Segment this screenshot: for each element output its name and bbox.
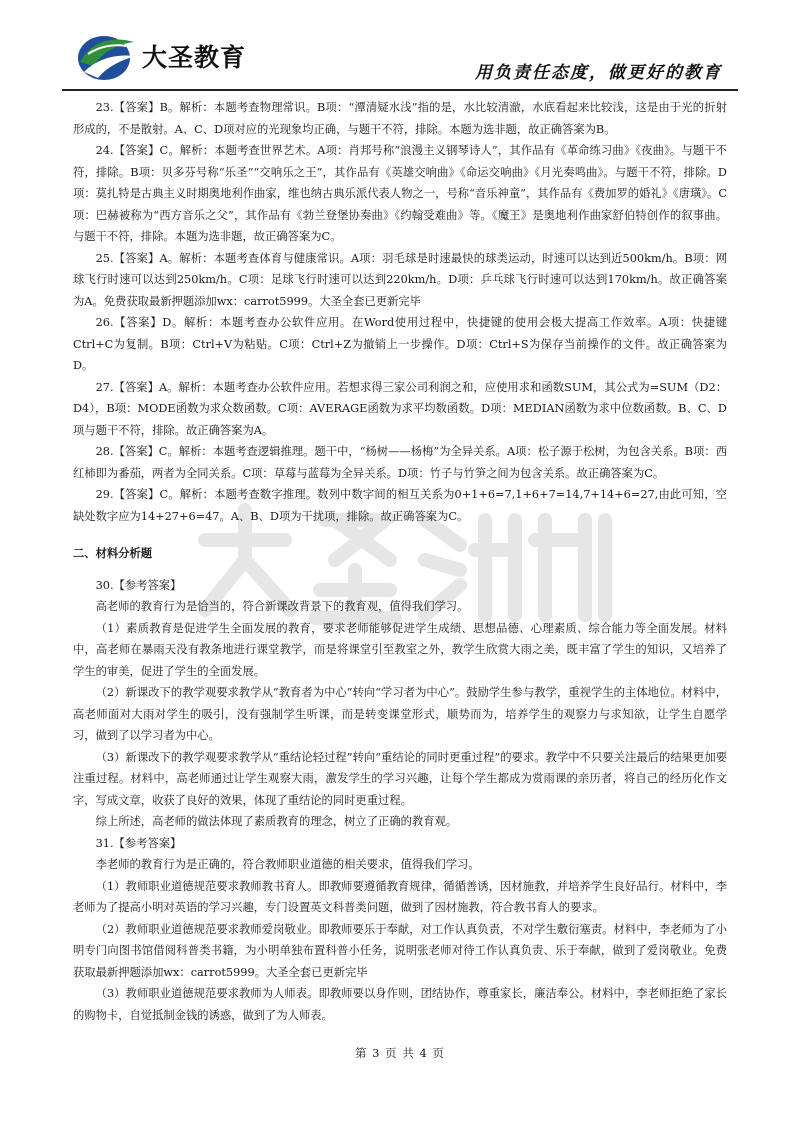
answer-content [73, 97, 727, 1026]
answer-30-para: 高老师的教育行为是恰当的，符合新课改背景下的教育观，值得我们学习。 [95, 600, 469, 613]
answer-25: 25.【答案】A。解析：本题考查体育与健康常识。A项：羽毛球是时速最快的球类运动，时速可以达到近500km/h。B项：网球飞行时速可以达到250km/h。C项：足球飞行时速可以达到220km/h。D项：乒乓球飞行时速可以达到170km/h。故正确答案为A。免费获取最新押题添加wx：carrot5999。大圣全套已更新完毕 [73, 251, 727, 308]
header-slogan: 用负责任态度，做更好的教育 [475, 63, 722, 83]
answer-28: 28.【答案】C。解析：本题考查逻辑推理。题干中，“杨树——杨梅”为全异关系。A项：松子源于松树，为包含关系。B项：西红柿即为番茄，两者为全同关系。C项：草莓与蓝莓为全异关系。D项：竹子与竹笋之间为包含关系。故正确答案为C。 [73, 445, 727, 480]
answer-29: 29.【答案】C。解析：本题考查数字推理。数列中数字间的相互关系为0+1+6=7,1+6+7=14,7+14+6=27,由此可知，空缺处数字应为14+27+6=47。A、B、D项为干扰项，排除。故正确答案为C。 [73, 488, 727, 523]
header-divider [62, 89, 738, 91]
dasheng-logo-icon [74, 32, 138, 82]
answer-30-para: （3）新课改下的教学观要求教学从“重结论轻过程”转向“重结论的同时更重过程”的要求。教学中不只要关注最后的结果更加要注重过程。材料中，高老师通过让学生观察大雨，激发学生的学习兴趣，让每个学生都成为赏雨课的亲历者，将自己的经历化作文字，写成文章，收获了良好的效果，体现了重结论的同时更重过程。 [73, 750, 727, 807]
answer-31-heading: 31.【参考答案】 [95, 836, 182, 850]
answer-31-para: 李老师的教育行为是正确的，符合教师职业道德的相关要求，值得我们学习。 [95, 858, 480, 871]
brand-name: 大圣教育 [142, 43, 247, 72]
page-number: 第 3 页 共 4 页 [355, 1046, 445, 1060]
answer-27: 27.【答案】A。解析：本题考查办公软件应用。若想求得三家公司利润之和，应使用求和函数SUM，其公式为=SUM（D2：D4），B项：MODE函数为求众数函数。C项：AVERAGE函数为求平均数函数。D项：MEDIAN函数为求中位数函数。B、C、D项与题干不符，排除。故正确答案为A。 [73, 380, 727, 437]
page-header [0, 0, 800, 92]
section-title: 二、材料分析题 [73, 546, 153, 560]
answer-30-para: 综上所述，高老师的做法体现了素质教育的理念，树立了正确的教育观。 [95, 815, 458, 828]
answer-26: 26.【答案】D。解析：本题考查办公软件应用。在Word使用过程中，快捷键的使用会极大提高工作效率。A项：快捷键Ctrl+C为复制。B项：Ctrl+V为粘贴。C项：Ctrl+Z为撤销上一步操作。D项：Ctrl+S为保存当前操作的文件。故正确答案为D。 [73, 316, 727, 372]
answer-30-heading: 30.【参考答案】 [95, 578, 182, 592]
answer-30-para: （1）素质教育是促进学生全面发展的教育，要求老师能够促进学生成绩、思想品德、心理素质、综合能力等全面发展。材料中，高老师在暴雨天没有教条地进行课堂教学，而是将课堂引至教室之外，教学生欣赏大雨之美，既丰富了学生的知识，又培养了学生的审美，促进了学生的全面发展。 [73, 621, 727, 678]
answer-31-para: （2）教师职业道德规范要求教师爱岗敬业。即教师要乐于奉献，对工作认真负责，不对学生敷衍塞责。材料中，李老师为了小明专门向图书馆借阅科普类书籍，为小明单独布置科普小任务，说明张老师对待工作认真负责、乐于奉献，做到了爱岗敬业。免费获取最新押题添加wx：carrot5999。大圣全套已更新完毕 [73, 922, 727, 979]
answer-31-para: （3）教师职业道德规范要求教师为人师表。即教师要以身作则，团结协作，尊重家长，廉洁奉公。材料中，李老师拒绝了家长的购物卡，自觉抵制金钱的诱惑，做到了为人师表。 [73, 987, 727, 1022]
answer-31-para: （1）教师职业道德规范要求教师教书育人。即教师要遵循教育规律，循循善诱，因材施教，并培养学生良好品行。材料中，李老师为了提高小明对英语的学习兴趣，专门设置英文科普类问题，做到了因材施教，符合教书育人的要求。 [73, 879, 727, 914]
answer-23: 23.【答案】B。解析：本题考查物理常识。B项：“潭清疑水浅”指的是，水比较清澈，水底看起来比较浅，这是由于光的折射形成的，不是散射。A、C、D项对应的光现象均正确，与题干不符，排除。本题为选非题，故正确答案为B。 [73, 101, 727, 136]
answer-24: 24.【答案】C。解析：本题考查世界艺术。A项：肖邦号称“浪漫主义钢琴诗人”，其作品有《革命练习曲》《夜曲》。与题干不符，排除。B项：贝多芬号称“乐圣”“交响乐之王”，其作品有《英雄交响曲》《命运交响曲》《月光奏鸣曲》。与题干不符，排除。D项：莫扎特是古典主义时期奥地利作曲家，维也纳古典乐派代表人物之一，号称“音乐神童”，其作品有《费加罗的婚礼》《唐璜》。C项：巴赫被称为“西方音乐之父”，其作品有《勃兰登堡协奏曲》《约翰受难曲》等。《魔王》是奥地利作曲家舒伯特创作的叙事曲。与题干不符，排除。本题为选非题，故正确答案为C。 [73, 144, 727, 243]
answer-30-para: （2）新课改下的教学观要求教学从“教育者为中心”转向“学习者为中心”。鼓励学生参与教学，重视学生的主体地位。材料中，高老师面对大雨对学生的吸引，没有强制学生听课，而是转变课堂形式，顺势而为，培养学生的观察力与求知欲，让学生自愿学习，做到了以学习者为中心。 [73, 686, 727, 742]
